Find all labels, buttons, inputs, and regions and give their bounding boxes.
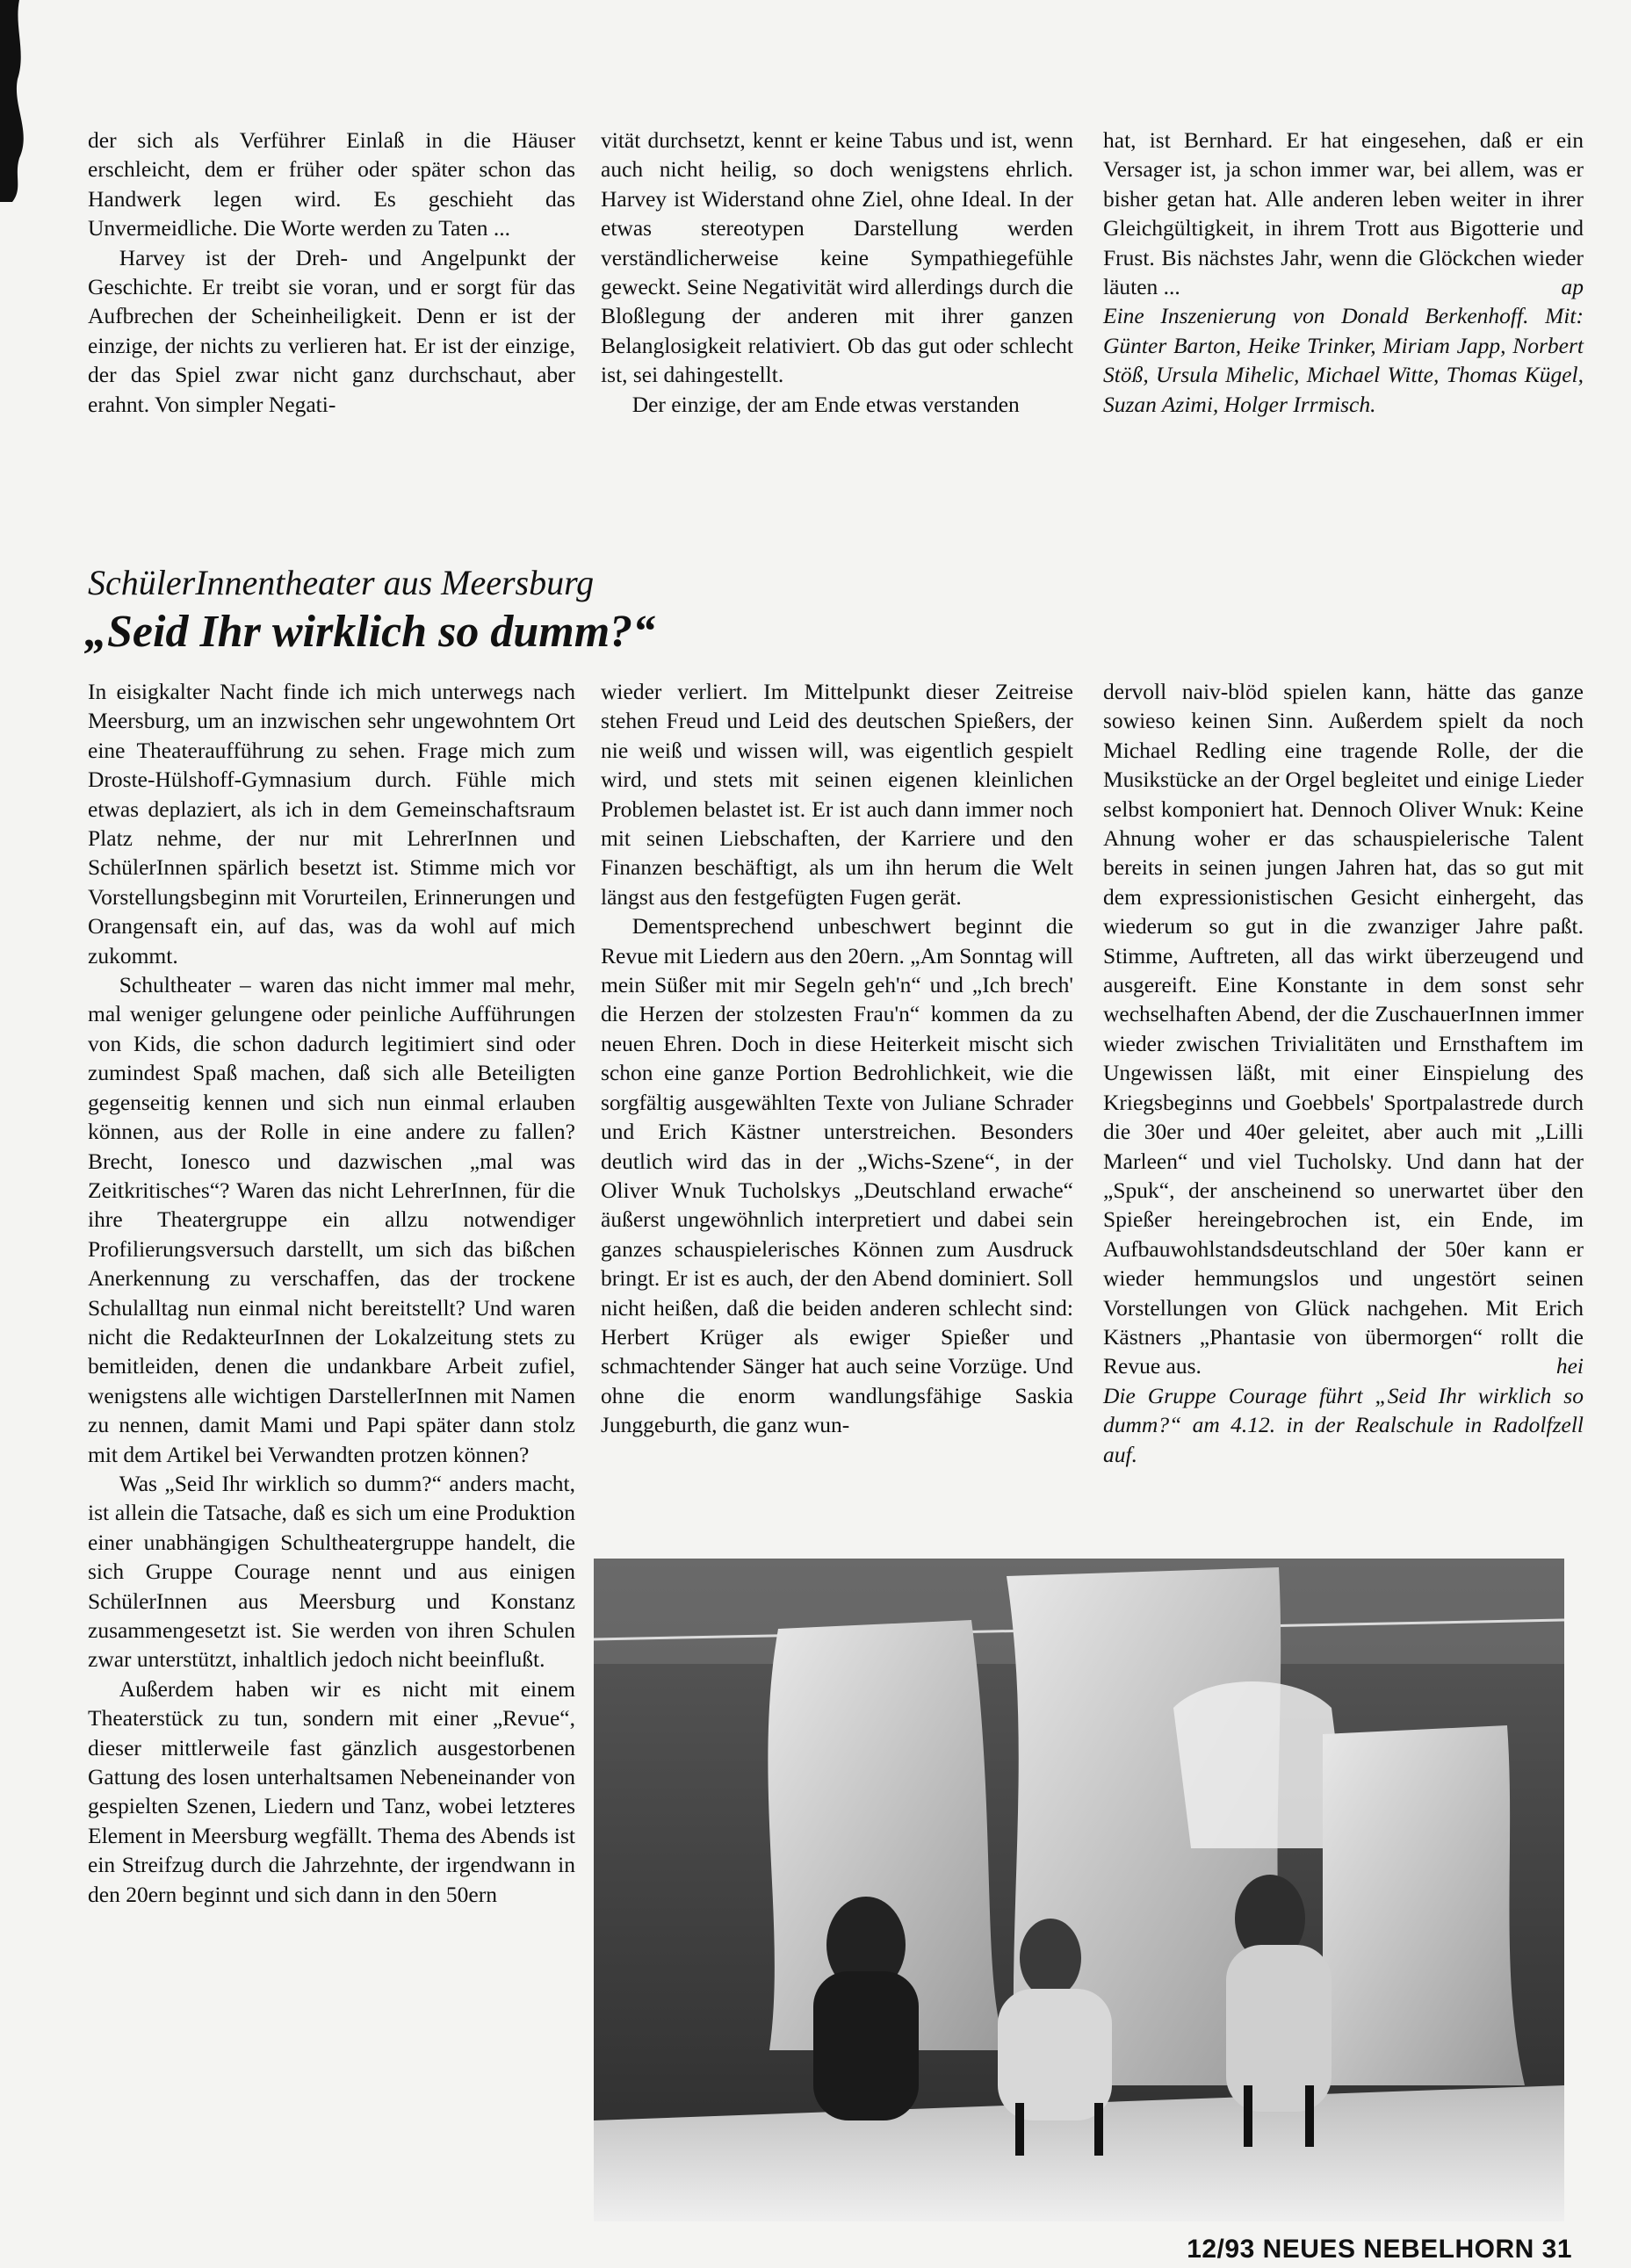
paragraph: In eisigkalter Nacht finde ich mich unterwegs nach Meersburg, um an inzwischen sehr ungewohntem Ort eine Theateraufführung zu sehen. Frage mich zum Droste-Hülshoff-Gymnasium durch. Fühle mich etwas deplaziert, als ich in dem Gemeinschaftsraum Platz nehme, der nur mit LehrerInnen und SchülerInnen spärlich besetzt ist. Stimme mich vor Vorstellungsbeginn mit Vorurteilen, Erinnerungen und Orangensaft ein, auf das, was da wohl auf mich zukommt. (88, 679, 575, 968)
paragraph: Was „Seid Ihr wirklich so dumm?“ anders macht, ist allein die Tatsache, daß es sich um eine Produktion einer unabhängigen Schultheatergruppe handelt, die sich Gruppe Courage nennt und aus einigen SchülerInnen aus Meersburg und Konstanz zusammengesetzt ist. Sie werden von ihren Schulen zwar unterstützt, inhaltlich jedoch nicht beeinflußt. (88, 1470, 575, 1673)
paragraph: Der einzige, der am Ende etwas verstanden (631, 391, 1020, 417)
author-tag: ap (1561, 274, 1584, 300)
page-footer: 12/93 NEUES NEBELHORN 31 (1187, 2235, 1572, 2264)
paragraph: Dementsprechend unbeschwert beginnt die Revue mit Liedern aus den 20ern. „Am Sonntag will mein Süßer mit mir Segeln geh'n“ und „Ich brech' die Herzen der stolzesten Frau'n“ kommen da zu neuen Ehren. Doch in diese Heiterkeit mischt sich schon eine ganze Portion Bedrohlichkeit, wie die sorgfältig ausgewählten Texte von Juliane Schrader und Erich Kästner unterstreichen. Besonders deutlich wird das in der „Wichs-Szene“, in der Oliver Wnuk Tucholskys „Deutschland erwache“ äußerst ungewöhnlich interpretiert und dabei sein ganzes schauspielerisches Können zum Ausdruck bringt. Er ist es auch, der den Abend dominiert. Soll nicht heißen, daß die beiden anderen schlecht sind: Herbert Krüger als ewiger Spießer und schmachtender Sänger hat auch seine Vorzüge. Und ohne die enorm wandlungsfähige Saskia Junggeburth, die ganz wun- (601, 913, 1073, 1438)
credits: Eine Inszenierung von Donald Berkenhoff. Mit: Günter Barton, Heike Trinker, Miriam Japp, Norbert Stöß, Ursula Mihelic, Michael Witte, Thomas Kügel, Suzan Azimi, Holger Irrmisch. (1103, 303, 1584, 417)
event-note: Die Gruppe Courage führt „Seid Ihr wirklich so dumm?“ am 4.12. in der Realschule in Radolfzell auf. (1103, 1382, 1584, 1467)
paragraph-text: dervoll naiv-blöd spielen kann, hätte das ganze sowieso keinen Sinn. Außerdem spielt da noch Michael Redling eine tragende Rolle, der die Musikstücke an der Orgel begleitet und einige Lieder selbst komponiert hat. Dennoch Oliver Wnuk: Keine Ahnung woher er das schauspielerische Talent bereits in seinen jungen Jahren hat, das so gut mit dem expressionistischen Gesicht einhergeht, das wiederum so gut in die zwanziger Jahre paßt. Stimme, Auftreten, all das wirkt überzeugend und ausgereift. Eine Konstante in dem sonst sehr wechselhaften Abend, der die ZuschauerInnen immer wieder zwischen Trivialitäten und Ernsthaftem im Ungewissen läßt, mit einer Einspielung des Kriegsbeginns und Goebbels' Sportpalastrede durch die 30er und 40er geleitet, aber auch mit „Lilli Marleen“ und viel Tucholsky. Und dann hat der „Spuk“, der anscheinend so unerwartet über den Spießer hereingebrochen ist, ein Ende, im Aufbauwohlstandsdeutschland der 50er kann er wieder hemmungslos und ungestört seinen Vorstellungen von Glück nachgehen. Mit Erich Kästners „Phantasie von übermorgen“ rollt die Revue aus. (1103, 679, 1584, 1379)
paragraph: Schultheater – waren das nicht immer mal mehr, mal weniger gelungene oder peinliche Aufführungen von Kids, die schon dadurch legitimiert sind oder zumindest Spaß machen, daß sich alle Beteiligten gegenseitig kennen und sich nun einmal erlauben können, aus der Rolle in eine andere zu fallen? Brecht, Ionesco und dazwischen „mal was Zeitkritisches“? Waren das nicht LehrerInnen, für die ihre Theatergruppe ein allzu notwendiger Profilierungsversuch darstellt, um sich das bißchen Anerkennung zu verschaffen, das der trockene Schulalltag nun einmal nicht bereitstellt? Und waren nicht die RedakteurInnen der Lokalzeitung stets zu bemitleiden, denen die undankbare Arbeit zufiel, wenigstens alle wichtigen DarstellerInnen mit Namen zu nennen, damit Mami und Papi später dann stolz mit dem Artikel bei Verwandten protzen können? (88, 972, 575, 1467)
top-column-1 (88, 126, 575, 419)
paragraph (1103, 677, 1584, 1381)
paragraph: Außerdem haben wir es nicht mit einem Theaterstück zu tun, sondern mit einer „Revue“, dieser mittlerweile fast gänzlich ausgestorbenen Gattung des losen unterhaltsamen Nebeneinander von gespielten Szenen, Liedern und Tanz, wobei letzteres Element in Meersburg wegfällt. Thema des Abends ist ein Streifzug durch die Jahrzehnte, der irgendwann in den 20ern beginnt und sich dann in den 50ern (88, 1675, 575, 1907)
paragraph: wieder verliert. Im Mittelpunkt dieser Zeitreise stehen Freud und Leid des deutschen Spießers, der nie weiß und wissen will, was eigentlich gespielt wird, und stets mit seinen eigenen kleinlichen Problemen belastet ist. Er ist auch dann immer noch mit seinen Liebschaften, der Karriere und den Finanzen beschäftigt, als um ihn herum die Welt längst aus den festgefügten Fugen gerät. (601, 679, 1073, 910)
paragraph: der sich als Verführer Einlaß in die Häuser erschleicht, dem er früher oder später schon das Handwerk legen wird. Es geschieht das Unvermeidliche. Die Worte werden zu Taten ... (88, 127, 575, 241)
torn-corner (0, 0, 53, 202)
top-column-3 (1103, 126, 1584, 419)
top-column-2 (601, 126, 1073, 419)
author-tag: hei (1555, 1353, 1584, 1379)
paragraph: vität durchsetzt, kennt er keine Tabus und ist, wenn auch nicht heilig, so doch wenigstens ehrlich. Harvey ist Widerstand ohne Ziel, ohne Ideal. In der etwas stereotypen Darstellung werden verständlicherweise keine Sympathiegefühle geweckt. Seine Negativität wird allerdings durch die Bloßlegung der anderen mit ihrer ganzen Belanglosigkeit relativiert. Ob das gut oder schlecht ist, sei dahingestellt. (601, 127, 1073, 388)
article-column-3 (1103, 677, 1584, 1469)
paragraph (1103, 126, 1584, 301)
stage-photo (594, 1559, 1564, 2221)
article-kicker: SchülerInnentheater aus Meersburg (88, 563, 595, 602)
paragraph: Harvey ist der Dreh- und Angelpunkt der Geschichte. Er treibt sie voran, und er sorgt für das Aufbrechen der Scheinheiligkeit. Denn er ist der einzige, der nichts zu verlieren hat. Er ist der einzige, der das Spiel zwar nicht ganz durchschaut, aber erahnt. Von simpler Negati- (88, 244, 575, 417)
article-headline: „Seid Ihr wirklich so dumm?“ (84, 607, 656, 657)
article-column-1 (88, 677, 575, 1909)
paragraph-text: hat, ist Bernhard. Er hat eingesehen, daß er ein Versager ist, ja schon immer war, bei allem, was er bisher getan hat. Alle anderen leben weiter in ihrer Gleichgültigkeit, in ihrem Trott aus Bigotterie und Frust. Bis nächstes Jahr, wenn die Glöckchen wieder läuten ... (1103, 127, 1584, 300)
stage-photo-illustration (594, 1559, 1564, 2221)
article-column-2 (601, 677, 1073, 1440)
